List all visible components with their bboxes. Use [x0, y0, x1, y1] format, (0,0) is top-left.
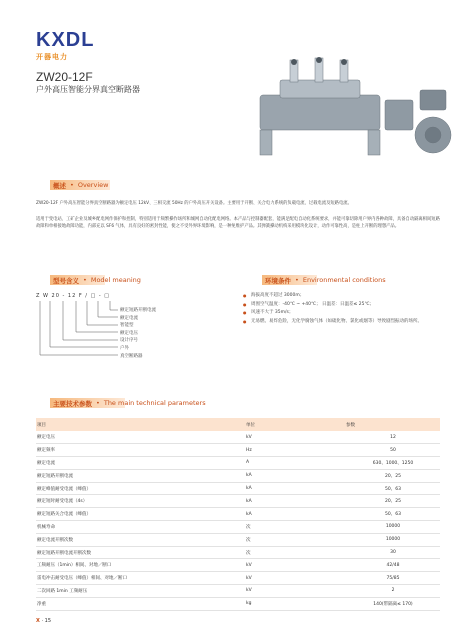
table-header-row	[36, 418, 440, 431]
cell-item: 额定短路关合电流（峰值）	[36, 508, 245, 521]
environment-item: ● 海拔高度不超过 3000m；	[243, 292, 453, 301]
model-label: 智能型	[120, 323, 134, 329]
company-logo	[36, 30, 106, 62]
section-title-dot: •	[96, 399, 100, 407]
cell-unit: kV	[245, 559, 345, 572]
circuit-breaker-illustration	[220, 50, 460, 170]
cell-item: 额定电压	[36, 431, 245, 444]
cell-unit: 次	[245, 521, 345, 534]
page-number	[36, 618, 51, 624]
cell-item: 雷电冲击耐受电压（峰值）相间、对地／断口	[36, 572, 245, 585]
model-label: 额定电压	[120, 330, 138, 336]
column-header-value: 参数	[345, 418, 440, 431]
cell-value: 10000	[345, 521, 440, 534]
cell-item: 额定电流	[36, 457, 245, 470]
section-title-en: Overview	[77, 181, 109, 189]
cell-value: 10000	[345, 533, 440, 546]
cell-value: 50、63	[345, 482, 440, 495]
cell-item: 额定频率	[36, 444, 245, 457]
section-title-dot: •	[70, 181, 74, 189]
table-row	[36, 508, 440, 521]
overview-paragraph-1: ZW20-12F 户外高压智能分界真空断路器为额定电压 12kV、三相交流 50Hz 的户外高压开关设备。主要用于开断、关合电力系统的负载电流、过载电流及短路电流。	[36, 201, 352, 206]
product-model-subtitle: 户外高压智能分界真空断路器	[36, 85, 140, 94]
table-row	[36, 521, 440, 534]
table-row	[36, 546, 440, 559]
table-row	[36, 457, 440, 470]
environment-item: ● 周围空气温度：-40℃ ~ +40℃； 日温差：日温差≤ 25℃；	[243, 301, 453, 310]
section-title-en: Environmental conditions	[302, 276, 386, 284]
cell-unit: 次	[245, 546, 345, 559]
environment-item: ● 无易燃、易炸危险，无化学腐蚀气体（如硫化物、氯化或烟等）导致剧烈振动的场所。	[243, 318, 453, 327]
cell-unit: kV	[245, 572, 345, 585]
section-title-dot: •	[295, 276, 299, 284]
cell-value: 50	[345, 444, 440, 457]
cell-value: 630、1000、1250	[345, 457, 440, 470]
section-title-cn: 概述	[53, 181, 66, 190]
cell-item: 工频耐压（1min）相间、对地／断口	[36, 559, 245, 572]
page-number-value: · 15	[41, 618, 51, 624]
table-row	[36, 533, 440, 546]
cell-value: 30	[345, 546, 440, 559]
cell-unit: 次	[245, 533, 345, 546]
environment-list	[243, 292, 453, 326]
cell-value: 12	[345, 431, 440, 444]
cell-unit: A	[245, 457, 345, 470]
model-label: 设计序号	[120, 338, 138, 344]
product-model-title: ZW20-12F	[36, 70, 93, 84]
cell-value: 140(带隔离≤ 170)	[345, 597, 440, 610]
cell-unit: kg	[245, 597, 345, 610]
page-prefix: X	[36, 618, 40, 624]
table-row	[36, 559, 440, 572]
cell-value: 20、25	[345, 495, 440, 508]
cell-item: 额定峰值耐受电流（峰值）	[36, 482, 245, 495]
section-title-en: Model meaning	[90, 276, 141, 284]
cell-item: 额定电流开断次数	[36, 533, 245, 546]
table-row	[36, 469, 440, 482]
overview-paragraph-2: 适用于变电站、工矿企业及城乡配电网作保护和控制，特别适用于频繁操作场所和城网自动化配电网络。本产品与控制器配套，能满足配电自动化系统要求，并能可靠切除用户界内各种故障，具备自动隔离相间短路故障和单相接地故障功能，内部充以 SF6 气体，具有良好的密封性能，使之不受外界环境影响，是一种免维护产品。其弹簧操动机构采用模块化设计，动作可靠性高，是柱上开断的理想产品。	[36, 217, 440, 229]
table-row	[36, 585, 440, 598]
column-header-item: 项目	[36, 418, 245, 431]
cell-unit: kV	[245, 431, 345, 444]
cell-value: 20、25	[345, 469, 440, 482]
table-row	[36, 597, 440, 610]
table-row	[36, 572, 440, 585]
technical-parameters-table	[36, 418, 440, 611]
environment-item: ● 风速不大于 35m/s；	[243, 309, 453, 318]
section-header-overview	[50, 180, 200, 190]
cell-unit: kA	[245, 495, 345, 508]
table-row	[36, 444, 440, 457]
cell-value: 50、63	[345, 508, 440, 521]
cell-item: 机械寿命	[36, 521, 245, 534]
cell-item: 二次回路 1min 工频耐压	[36, 585, 245, 598]
cell-item: 净重	[36, 597, 245, 610]
cell-unit: kV	[245, 585, 345, 598]
model-label: 真空断路器	[120, 353, 143, 359]
model-code-labels	[120, 307, 156, 360]
column-header-unit: 单位	[245, 418, 345, 431]
section-header-environment	[262, 275, 452, 285]
cell-unit: kA	[245, 482, 345, 495]
section-title-cn: 环境条件	[265, 276, 291, 285]
model-code: Z W 20 - 12 F / □ - □	[36, 293, 111, 299]
section-header-technical	[50, 398, 270, 408]
model-label: 额定电流	[120, 315, 138, 321]
table-row	[36, 495, 440, 508]
section-title-en: The main technical parameters	[103, 399, 206, 407]
section-title-cn: 主要技术参数	[53, 399, 92, 408]
cell-value: 2	[345, 585, 440, 598]
cell-item: 额定短时耐受电流（4s）	[36, 495, 245, 508]
table-row	[36, 482, 440, 495]
cell-value: 42/48	[345, 559, 440, 572]
model-code-leader-lines	[38, 301, 122, 361]
cell-unit: Hz	[245, 444, 345, 457]
section-header-model-meaning	[50, 275, 200, 285]
logo-wordmark: KXDL	[36, 29, 95, 51]
logo-subtitle: 开器电力	[36, 53, 68, 61]
section-title-cn: 型号含义	[53, 276, 79, 285]
model-label: 户外	[120, 345, 129, 351]
cell-item: 额定短路开断电流	[36, 469, 245, 482]
section-title-dot: •	[83, 276, 87, 284]
cell-unit: kA	[245, 469, 345, 482]
model-label: 额定短路开断电流	[120, 308, 156, 313]
cell-item: 额定短路开断电流开断次数	[36, 546, 245, 559]
table-row	[36, 431, 440, 444]
cell-unit: kA	[245, 508, 345, 521]
cell-value: 75/85	[345, 572, 440, 585]
